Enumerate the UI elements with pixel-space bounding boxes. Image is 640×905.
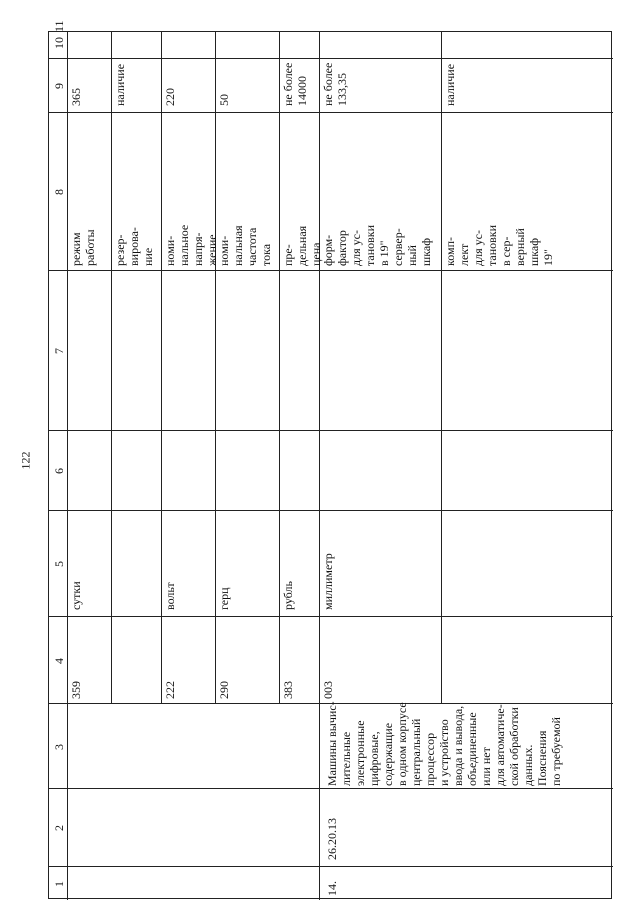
characteristic-value-line: 50 bbox=[217, 94, 231, 106]
characteristic-value-line: 133,35 bbox=[335, 73, 349, 106]
characteristic-name-line: напря- bbox=[191, 232, 205, 266]
okei-code: 290 bbox=[217, 681, 231, 699]
product-name-line: цифровые, bbox=[367, 731, 381, 786]
characteristic-name bbox=[321, 225, 433, 266]
characteristic-name-line: в 19" bbox=[377, 240, 391, 266]
characteristic-value-line: не более bbox=[281, 62, 295, 106]
okei-code: 359 bbox=[69, 681, 83, 699]
table-rule bbox=[49, 270, 613, 271]
characteristic-value-line: наличие bbox=[443, 63, 457, 106]
characteristic-name-line: шкаф bbox=[527, 238, 541, 266]
product-name-line: в одном корпусе bbox=[395, 702, 409, 786]
product-name-line: лительные bbox=[339, 731, 353, 786]
product-name-line: или нет bbox=[479, 747, 493, 786]
characteristic-value-line: не более bbox=[321, 62, 335, 106]
characteristic-name-line: номи- bbox=[217, 235, 231, 266]
table-rule bbox=[67, 32, 68, 900]
product-name-line: Машины вычис- bbox=[325, 701, 339, 786]
characteristic-value bbox=[321, 63, 349, 106]
column-header: 2 bbox=[52, 825, 66, 831]
characteristic-name-line: нальное bbox=[177, 224, 191, 266]
unit-name: рубль bbox=[281, 581, 295, 610]
characteristic-name-line: ние bbox=[141, 247, 155, 266]
unit-name: вольт bbox=[163, 582, 177, 610]
page-number-text: 122 bbox=[18, 451, 33, 469]
characteristic-value-line: наличие bbox=[113, 63, 127, 106]
column-header: 5 bbox=[52, 561, 66, 567]
table-rule bbox=[49, 510, 613, 511]
table-rule bbox=[319, 703, 320, 900]
table-rule bbox=[319, 32, 320, 703]
column-header: 4 bbox=[52, 657, 66, 664]
characteristic-name-line: для ус- bbox=[349, 230, 363, 266]
unit-name: герц bbox=[217, 587, 231, 610]
table-rule bbox=[49, 112, 613, 113]
characteristic-name-line: лект bbox=[457, 243, 471, 266]
product-name-line: ской обработки bbox=[507, 707, 521, 786]
product-name-line: для автоматиче- bbox=[493, 704, 507, 786]
characteristic-name bbox=[281, 226, 323, 266]
product-name-line: данных. bbox=[521, 744, 535, 786]
characteristic-name-line: резер- bbox=[113, 234, 127, 266]
okei-code: 383 bbox=[281, 681, 295, 699]
characteristic-value bbox=[113, 64, 127, 106]
characteristic-value bbox=[443, 64, 457, 106]
characteristic-name-line: работы bbox=[83, 229, 97, 266]
product-name-line: и устройство bbox=[437, 719, 451, 786]
okei-code: 003 bbox=[321, 681, 335, 699]
unit-name: миллиметр bbox=[321, 553, 335, 610]
characteristic-value-line: 365 bbox=[69, 88, 83, 106]
characteristic-name-line: верный bbox=[513, 228, 527, 266]
product-name-line: процессор bbox=[423, 732, 437, 786]
characteristic-value bbox=[281, 63, 309, 106]
characteristic-name-line: в сер- bbox=[499, 236, 513, 266]
characteristic-name-line: тановки bbox=[485, 224, 499, 266]
product-name-line: содержащие bbox=[381, 722, 395, 786]
okei-code: 222 bbox=[163, 681, 177, 699]
table-rule bbox=[49, 58, 613, 59]
characteristic-name-line: для ус- bbox=[471, 230, 485, 266]
characteristic-name bbox=[217, 225, 273, 266]
product-name-line: объединенные bbox=[465, 712, 479, 786]
characteristic-value bbox=[217, 94, 231, 106]
characteristic-name-line: сервер- bbox=[391, 228, 405, 266]
product-name-line: Пояснения bbox=[535, 730, 549, 786]
characteristic-name bbox=[113, 227, 155, 266]
characteristic-name-line: тановки bbox=[363, 224, 377, 266]
characteristic-value-line: 220 bbox=[163, 88, 177, 106]
characteristic-name bbox=[69, 229, 97, 266]
column-header: 9 bbox=[52, 83, 66, 89]
characteristic-name-line: дельная bbox=[295, 225, 309, 266]
table-rule bbox=[279, 32, 280, 703]
column-header: 10 bbox=[52, 37, 66, 49]
characteristic-name-line: вирова- bbox=[127, 227, 141, 266]
column-header: 11 bbox=[52, 20, 66, 32]
table-rule bbox=[49, 788, 613, 789]
column-header: 3 bbox=[52, 743, 66, 750]
characteristic-value bbox=[163, 88, 177, 106]
characteristic-name-line: нальная bbox=[231, 225, 245, 266]
column-header: 8 bbox=[52, 189, 66, 195]
characteristic-name-line: форм- bbox=[321, 234, 335, 266]
okpd-code: 26.20.13 bbox=[325, 818, 339, 860]
characteristic-name-line: режим bbox=[69, 232, 83, 266]
table-rule bbox=[215, 32, 216, 703]
characteristic-name-line: номи- bbox=[163, 235, 177, 266]
characteristic-name-line: ный bbox=[405, 245, 419, 266]
row-number: 14. bbox=[325, 881, 339, 896]
characteristic-name-line: цена bbox=[309, 242, 323, 266]
characteristic-name-line: 19" bbox=[541, 249, 555, 266]
product-name-line: электронные bbox=[353, 720, 367, 786]
characteristic-name-line: пре- bbox=[281, 244, 295, 266]
column-header: 6 bbox=[52, 468, 66, 474]
page-number bbox=[6, 440, 46, 480]
characteristic-name-line: жение bbox=[205, 234, 219, 266]
table-rule bbox=[49, 866, 613, 867]
column-header: 7 bbox=[52, 348, 66, 354]
table-rule bbox=[49, 430, 613, 431]
characteristic-value bbox=[69, 88, 83, 106]
unit-name: сутки bbox=[69, 581, 83, 610]
product-name bbox=[325, 701, 563, 786]
product-name-line: центральный bbox=[409, 718, 423, 786]
characteristic-name-line: комп- bbox=[443, 236, 457, 266]
table-rule bbox=[49, 616, 613, 617]
characteristic-name-line: фактор bbox=[335, 230, 349, 266]
characteristic-name-line: тока bbox=[259, 243, 273, 266]
table-rule bbox=[441, 32, 442, 703]
column-header: 1 bbox=[52, 881, 66, 887]
characteristic-value-line: 14000 bbox=[295, 76, 309, 106]
characteristic-name-line: шкаф bbox=[419, 238, 433, 266]
table-rule bbox=[111, 32, 112, 703]
characteristic-name bbox=[443, 225, 555, 266]
product-name-line: ввода и вывода, bbox=[451, 705, 465, 786]
table-rule bbox=[161, 32, 162, 703]
rotated-table bbox=[48, 20, 612, 899]
characteristic-name bbox=[163, 225, 219, 266]
product-name-line: по требуемой bbox=[549, 717, 563, 786]
characteristic-name-line: частота bbox=[245, 227, 259, 266]
